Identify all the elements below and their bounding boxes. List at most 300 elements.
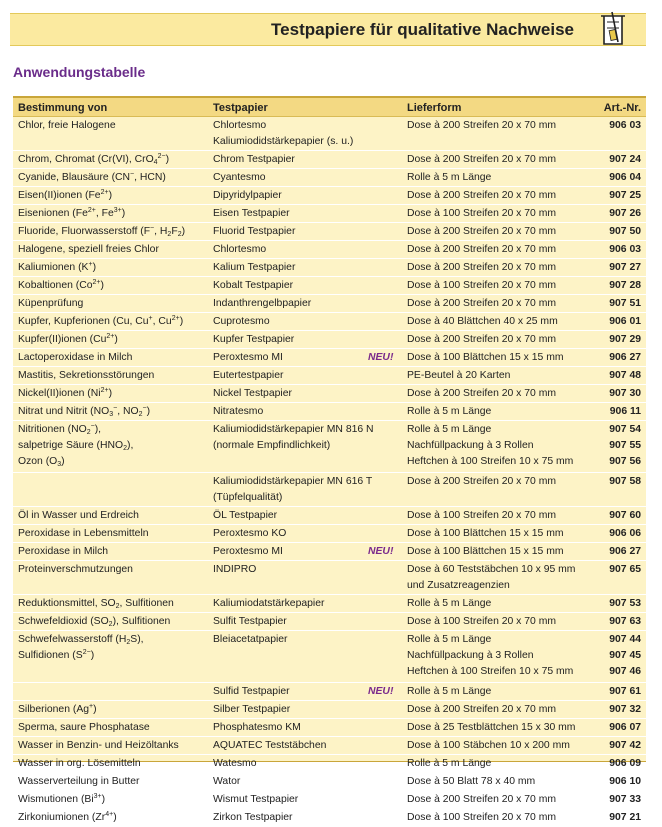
cell-line: 907 51 [609, 298, 641, 309]
cell-line: Dose à 100 Blättchen 15 x 15 mm [407, 528, 564, 539]
cell-line: 907 60 [609, 510, 641, 521]
cell-line: 906 03 [609, 120, 641, 131]
cell-lieferform [407, 721, 602, 737]
cell-testpapier [213, 369, 403, 385]
table-row [13, 421, 646, 473]
cell-bestimmung [18, 633, 213, 665]
cell-line: Chlortesmo [213, 244, 267, 255]
cell-line: Kupfer Testpapier [213, 334, 295, 345]
cell-bestimmung [18, 351, 213, 367]
cell-art-nr [596, 297, 641, 313]
cell-line: Dose à 200 Streifen 20 x 70 mm [407, 334, 557, 345]
column-header-art-nr: Art.-Nr. [603, 102, 641, 114]
cell-line: ÖL Testpapier [213, 510, 278, 521]
cell-line: Rolle à 5 m Länge [407, 758, 492, 769]
cell-line: 907 56 [609, 456, 641, 467]
table-row [13, 367, 646, 385]
cell-art-nr [596, 793, 641, 809]
table-row [13, 791, 646, 809]
table-row [13, 295, 646, 313]
cell-testpapier [213, 615, 403, 631]
cell-art-nr [596, 527, 641, 543]
table-row [13, 701, 646, 719]
cell-line: 906 06 [609, 528, 641, 539]
cell-lieferform [407, 243, 602, 259]
cell-art-nr [596, 811, 641, 827]
cell-lieferform [407, 685, 602, 701]
cell-testpapier [213, 703, 403, 719]
cell-line: Sulfidionen $(S^{2-})$ [18, 649, 95, 661]
table-row [13, 117, 646, 151]
table-row [13, 773, 646, 791]
cell-testpapier [213, 207, 403, 223]
cell-line: Wasser in org. Lösemitteln [18, 758, 141, 769]
cell-line: Proteinverschmutzungen [18, 564, 133, 575]
cell-line: Dose à 200 Streifen 20 x 70 mm [407, 244, 557, 255]
cell-line: 906 27 [609, 546, 641, 557]
cell-line: 907 25 [609, 190, 641, 201]
cell-bestimmung [18, 405, 213, 421]
cell-art-nr [596, 545, 641, 561]
cell-testpapier [213, 793, 403, 809]
cell-line: 907 28 [609, 280, 641, 291]
cell-line: Watesmo [213, 758, 257, 769]
cell-bestimmung [18, 423, 213, 471]
cell-line: 907 29 [609, 334, 641, 345]
cell-line: Cyanide, Blausäure (CN−, HCN) [18, 171, 166, 183]
cell-line: Peroxtesmo MI [213, 352, 283, 363]
cell-line: Kaliumiodidstärkepapier MN 616 T [213, 476, 373, 487]
cell-bestimmung [18, 545, 213, 561]
cell-line: Dose à 200 Streifen 20 x 70 mm [407, 226, 557, 237]
cell-art-nr [596, 597, 641, 613]
cell-line: Wismut Testpapier [213, 794, 299, 805]
cell-art-nr [596, 405, 641, 421]
cell-bestimmung [18, 261, 213, 277]
cell-line: 907 42 [609, 740, 641, 751]
cell-lieferform [407, 615, 602, 631]
cell-line: Dose à 100 Streifen 20 x 70 mm [407, 208, 557, 219]
cell-line: Dose à 200 Streifen 20 x 70 mm [407, 120, 557, 131]
cell-line: 907 45 [609, 650, 641, 661]
cell-line: Dose à 100 Blättchen 15 x 15 mm [407, 546, 564, 557]
cell-line: Dose à 200 Streifen 20 x 70 mm [407, 476, 557, 487]
cell-line: 907 30 [609, 388, 641, 399]
cell-lieferform [407, 171, 602, 187]
cell-line: Peroxidase in Lebensmitteln [18, 528, 149, 539]
cell-line: Wasserverteilung in Butter [18, 776, 140, 787]
cell-line: Sulfit Testpapier [213, 616, 287, 627]
cell-bestimmung [18, 563, 213, 579]
cell-line: Kobaltionen $(Co^{2+})$ [18, 279, 104, 291]
cell-line: Nickel(II)ionen $(Ni^{2+})$ [18, 387, 113, 399]
cell-line: 906 01 [609, 316, 641, 327]
cell-testpapier [213, 775, 403, 791]
cell-lieferform [407, 563, 602, 595]
cell-line: Sperma, saure Phosphatase [18, 722, 150, 733]
cell-lieferform [407, 739, 602, 755]
cell-art-nr [596, 739, 641, 755]
cell-line: Bleiacetatpapier [213, 634, 288, 645]
cell-art-nr [596, 387, 641, 403]
cell-line: Rolle à 5 m Länge [407, 598, 492, 609]
cell-line: Rolle à 5 m Länge [407, 634, 492, 645]
cell-line: Ozon $(O_3)$ [18, 456, 65, 468]
cell-art-nr [596, 509, 641, 525]
cell-line: Dose à 40 Blättchen 40 x 25 mm [407, 316, 558, 327]
cell-line: 907 32 [609, 704, 641, 715]
cell-line: Kaliumionen (K+) [18, 261, 97, 273]
cell-line: 907 65 [609, 564, 641, 575]
cell-testpapier [213, 225, 403, 241]
cell-art-nr [596, 315, 641, 331]
cell-line: Kupfer(II)ionen $(Cu^{2+})$ [18, 333, 118, 345]
cell-lieferform [407, 423, 602, 471]
cell-line: (Tüpfelqualität) [213, 492, 283, 503]
cell-line: Reduktionsmittel, $SO_2$, Sulfitionen [18, 598, 174, 610]
cell-line: Mastitis, Sekretionsstörungen [18, 370, 155, 381]
cell-line: Silberionen (Ag+) [18, 703, 97, 715]
cell-lieferform [407, 119, 602, 135]
cell-lieferform [407, 757, 602, 773]
application-table [13, 96, 646, 823]
cell-art-nr [596, 775, 641, 791]
cell-art-nr [596, 757, 641, 773]
cell-testpapier [213, 387, 403, 403]
cell-testpapier [213, 563, 403, 579]
cell-line: Chrom Testpapier [213, 154, 295, 165]
cell-line: Dose à 100 Streifen 20 x 70 mm [407, 280, 557, 291]
cell-testpapier [213, 405, 403, 421]
cell-lieferform [407, 811, 602, 827]
column-header-testpapier: Testpapier [213, 102, 268, 114]
table-row [13, 809, 646, 827]
cell-line: Kupfer, Kupferionen (Cu, Cu+, $Cu^{2+}$) [18, 315, 184, 327]
cell-line: 907 50 [609, 226, 641, 237]
cell-art-nr [596, 721, 641, 737]
cell-line: Dose à 200 Streifen 20 x 70 mm [407, 190, 557, 201]
new-badge: NEU! [368, 686, 394, 697]
cell-line: Rolle à 5 m Länge [407, 686, 492, 697]
cell-lieferform [407, 527, 602, 543]
cell-lieferform [407, 261, 602, 277]
table-row [13, 241, 646, 259]
cell-line: Kaliumiodidstärkepapier MN 816 N [213, 424, 374, 435]
cell-art-nr [596, 189, 641, 205]
table-row [13, 313, 646, 331]
cell-line: Rolle à 5 m Länge [407, 424, 492, 435]
cell-art-nr [596, 243, 641, 259]
cell-line: 907 33 [609, 794, 641, 805]
cell-art-nr [596, 615, 641, 631]
cell-bestimmung [18, 475, 213, 491]
cell-art-nr [596, 333, 641, 349]
cell-testpapier [213, 475, 403, 507]
cell-line: Dose à 100 Streifen 20 x 70 mm [407, 812, 557, 823]
cell-lieferform [407, 793, 602, 809]
cell-line: Wismutionen $(Bi^{3+})$ [18, 793, 106, 805]
cell-line: 907 61 [609, 686, 641, 697]
cell-line: Chrom, Chromat (Cr(VI), CrO$_4^{2-}$) [18, 153, 170, 166]
beaker-icon [598, 12, 628, 48]
table-row [13, 525, 646, 543]
cell-art-nr [596, 261, 641, 277]
cell-line: Heftchen à 100 Streifen 10 x 75 mm [407, 456, 574, 467]
cell-line: Dose à 60 Teststäbchen 10 x 95 mm [407, 564, 576, 575]
cell-testpapier [213, 315, 403, 331]
table-row [13, 349, 646, 367]
cell-lieferform [407, 633, 602, 681]
cell-line: 906 10 [609, 776, 641, 787]
cell-line: Dose à 100 Streifen 20 x 70 mm [407, 616, 557, 627]
table-row [13, 613, 646, 631]
table-row [13, 151, 646, 169]
cell-line: Dipyridylpapier [213, 190, 282, 201]
cell-art-nr [596, 279, 641, 295]
cell-line: 906 07 [609, 722, 641, 733]
cell-art-nr [596, 153, 641, 169]
cell-bestimmung [18, 315, 213, 331]
cell-testpapier [213, 721, 403, 737]
cell-testpapier [213, 279, 403, 295]
cell-line: Rolle à 5 m Länge [407, 406, 492, 417]
cell-art-nr [596, 119, 641, 135]
cell-bestimmung [18, 703, 213, 719]
cell-line: Dose à 50 Blatt 78 x 40 mm [407, 776, 536, 787]
cell-line: Eutertestpapier [213, 370, 284, 381]
cell-line: Nitrat und Nitrit ($NO_3^-$, $NO_2^-$) [18, 405, 151, 418]
page-title: Testpapiere für qualitative Nachweise [271, 20, 574, 39]
cell-line: 907 46 [609, 666, 641, 677]
cell-lieferform [407, 475, 602, 491]
cell-line: Lactoperoxidase in Milch [18, 352, 133, 363]
cell-lieferform [407, 775, 602, 791]
table-row [13, 331, 646, 349]
cell-line: Heftchen à 100 Streifen 10 x 75 mm [407, 666, 574, 677]
cell-line: Fluoride, Fluorwasserstoff (F−, $H_2F_2$) [18, 225, 186, 238]
cell-testpapier [213, 527, 403, 543]
cell-testpapier [213, 597, 403, 613]
table-row [13, 595, 646, 613]
table-header [13, 98, 646, 117]
cell-lieferform [407, 315, 602, 331]
cell-line: Schwefeldioxid $(SO_2)$, Sulfitionen [18, 616, 171, 628]
table-row [13, 187, 646, 205]
cell-line: 906 27 [609, 352, 641, 363]
cell-testpapier [213, 423, 403, 455]
cell-lieferform [407, 189, 602, 205]
cell-bestimmung [18, 509, 213, 525]
cell-line: Chlortesmo [213, 120, 267, 131]
cell-lieferform [407, 703, 602, 719]
cell-line [18, 475, 213, 491]
cell-line: Dose à 200 Streifen 20 x 70 mm [407, 388, 557, 399]
cell-lieferform [407, 387, 602, 403]
cell-line: Eisen(II)ionen $(Fe^{2+})$ [18, 189, 113, 201]
cell-bestimmung [18, 615, 213, 631]
cell-line: Kaliumiodatstärkepapier [213, 598, 325, 609]
new-badge: NEU! [368, 352, 394, 363]
cell-testpapier [213, 633, 403, 649]
cell-lieferform [407, 207, 602, 223]
cell-art-nr [596, 703, 641, 719]
cell-bestimmung [18, 685, 213, 701]
cell-line: Cyantesmo [213, 172, 266, 183]
table-row [13, 223, 646, 241]
cell-line: Fluorid Testpapier [213, 226, 296, 237]
cell-art-nr [596, 633, 641, 681]
cell-testpapier [213, 811, 403, 827]
cell-line: Zirkon Testpapier [213, 812, 293, 823]
cell-testpapier [213, 189, 403, 205]
cell-bestimmung [18, 369, 213, 385]
table-row [13, 277, 646, 295]
cell-lieferform [407, 597, 602, 613]
cell-line: Zirkoniumionen $(Zr^{4+})$ [18, 811, 117, 823]
cell-testpapier [213, 153, 403, 169]
cell-art-nr [596, 171, 641, 187]
cell-line: 907 58 [609, 476, 641, 487]
cell-lieferform [407, 405, 602, 421]
table-row [13, 631, 646, 683]
column-header-bestimmung: Bestimmung von [18, 102, 108, 114]
column-header-lieferform: Lieferform [407, 102, 462, 114]
cell-line: 907 44 [609, 634, 641, 645]
cell-art-nr [596, 351, 641, 367]
cell-bestimmung [18, 225, 213, 241]
cell-line: 907 55 [609, 440, 641, 451]
cell-line: Phosphatesmo KM [213, 722, 301, 733]
cell-art-nr [596, 563, 641, 579]
cell-bestimmung [18, 243, 213, 259]
cell-lieferform [407, 279, 602, 295]
cell-line: 906 04 [609, 172, 641, 183]
cell-bestimmung [18, 721, 213, 737]
cell-line: Dose à 200 Streifen 20 x 70 mm [407, 298, 557, 309]
cell-line: Nachfüllpackung à 3 Rollen [407, 440, 534, 451]
cell-bestimmung [18, 775, 213, 791]
cell-bestimmung [18, 279, 213, 295]
cell-line: Dose à 200 Streifen 20 x 70 mm [407, 154, 557, 165]
cell-line: Wator [213, 776, 241, 787]
cell-art-nr [596, 475, 641, 491]
cell-art-nr [596, 207, 641, 223]
table-row [13, 205, 646, 223]
cell-bestimmung [18, 119, 213, 135]
cell-line: Nitritionen $(NO_2^-)$, [18, 423, 102, 436]
cell-line: Sulfid Testpapier [213, 686, 290, 697]
table-row [13, 507, 646, 525]
cell-bestimmung [18, 527, 213, 543]
cell-line: 907 54 [609, 424, 641, 435]
cell-line: (normale Empfindlichkeit) [213, 440, 331, 451]
section-title: Anwendungstabelle [13, 64, 146, 80]
cell-lieferform [407, 225, 602, 241]
table-row [13, 543, 646, 561]
cell-testpapier [213, 509, 403, 525]
cell-testpapier [213, 243, 403, 259]
cell-line: 907 26 [609, 208, 641, 219]
cell-testpapier [213, 261, 403, 277]
cell-art-nr [596, 685, 641, 701]
cell-bestimmung [18, 739, 213, 755]
cell-bestimmung [18, 207, 213, 223]
table-row [13, 169, 646, 187]
cell-line: Nickel Testpapier [213, 388, 292, 399]
cell-line: Peroxtesmo KO [213, 528, 287, 539]
table-row [13, 755, 646, 773]
cell-line: Nachfüllpackung à 3 Rollen [407, 650, 534, 661]
cell-line: Chlor, freie Halogene [18, 120, 116, 131]
cell-testpapier [213, 119, 403, 151]
cell-line: 907 48 [609, 370, 641, 381]
cell-bestimmung [18, 189, 213, 205]
cell-line: salpetrige Säure $(HNO_2)$, [18, 440, 134, 452]
cell-line: Rolle à 5 m Länge [407, 172, 492, 183]
cell-bestimmung [18, 333, 213, 349]
cell-line: Kalium Testpapier [213, 262, 296, 273]
cell-line: Peroxidase in Milch [18, 546, 109, 557]
cell-line: Dose à 200 Streifen 20 x 70 mm [407, 704, 557, 715]
cell-line: Silber Testpapier [213, 704, 291, 715]
cell-line: Dose à 25 Testblättchen 15 x 30 mm [407, 722, 576, 733]
cell-line: Eisenionen ($Fe^{2+}$, $Fe^{3+}$) [18, 207, 126, 219]
cell-line: 906 09 [609, 758, 641, 769]
cell-testpapier [213, 333, 403, 349]
cell-line: Indanthrengelbpapier [213, 298, 312, 309]
table-row [13, 737, 646, 755]
cell-line: Halogene, speziell freies Chlor [18, 244, 159, 255]
cell-line: Dose à 200 Streifen 20 x 70 mm [407, 794, 557, 805]
cell-line: Kaliumiodidstärkepapier (s. u.) [213, 136, 354, 147]
cell-line: PE-Beutel à 20 Karten [407, 370, 511, 381]
cell-line: Öl in Wasser und Erdreich [18, 510, 139, 521]
cell-line: Dose à 100 Streifen 20 x 70 mm [407, 510, 557, 521]
cell-line: Nitratesmo [213, 406, 264, 417]
cell-line: Küpenprüfung [18, 298, 84, 309]
cell-testpapier [213, 297, 403, 313]
cell-line: Wasser in Benzin- und Heizöltanks [18, 740, 179, 751]
table-row [13, 683, 646, 701]
cell-lieferform [407, 297, 602, 313]
table-row [13, 403, 646, 421]
cell-line: INDIPRO [213, 564, 257, 575]
cell-line: Dose à 200 Streifen 20 x 70 mm [407, 262, 557, 273]
table-row [13, 719, 646, 737]
cell-lieferform [407, 545, 602, 561]
cell-line: Kobalt Testpapier [213, 280, 294, 291]
cell-line: 906 11 [609, 406, 641, 417]
cell-bestimmung [18, 297, 213, 313]
cell-lieferform [407, 153, 602, 169]
cell-line: 907 63 [609, 616, 641, 627]
cell-art-nr [596, 225, 641, 241]
cell-testpapier [213, 171, 403, 187]
cell-bestimmung [18, 793, 213, 809]
cell-line: Dose à 100 Blättchen 15 x 15 mm [407, 352, 564, 363]
table-row [13, 473, 646, 507]
cell-bestimmung [18, 811, 213, 827]
cell-lieferform [407, 369, 602, 385]
header-band [10, 13, 646, 46]
cell-line: Schwefelwasserstoff $(H_2S)$, [18, 634, 144, 646]
cell-line: Dose à 100 Stäbchen 10 x 200 mm [407, 740, 570, 751]
cell-line: Cuprotesmo [213, 316, 270, 327]
cell-line: 907 53 [609, 598, 641, 609]
cell-art-nr [596, 423, 641, 471]
cell-bestimmung [18, 387, 213, 403]
cell-lieferform [407, 333, 602, 349]
